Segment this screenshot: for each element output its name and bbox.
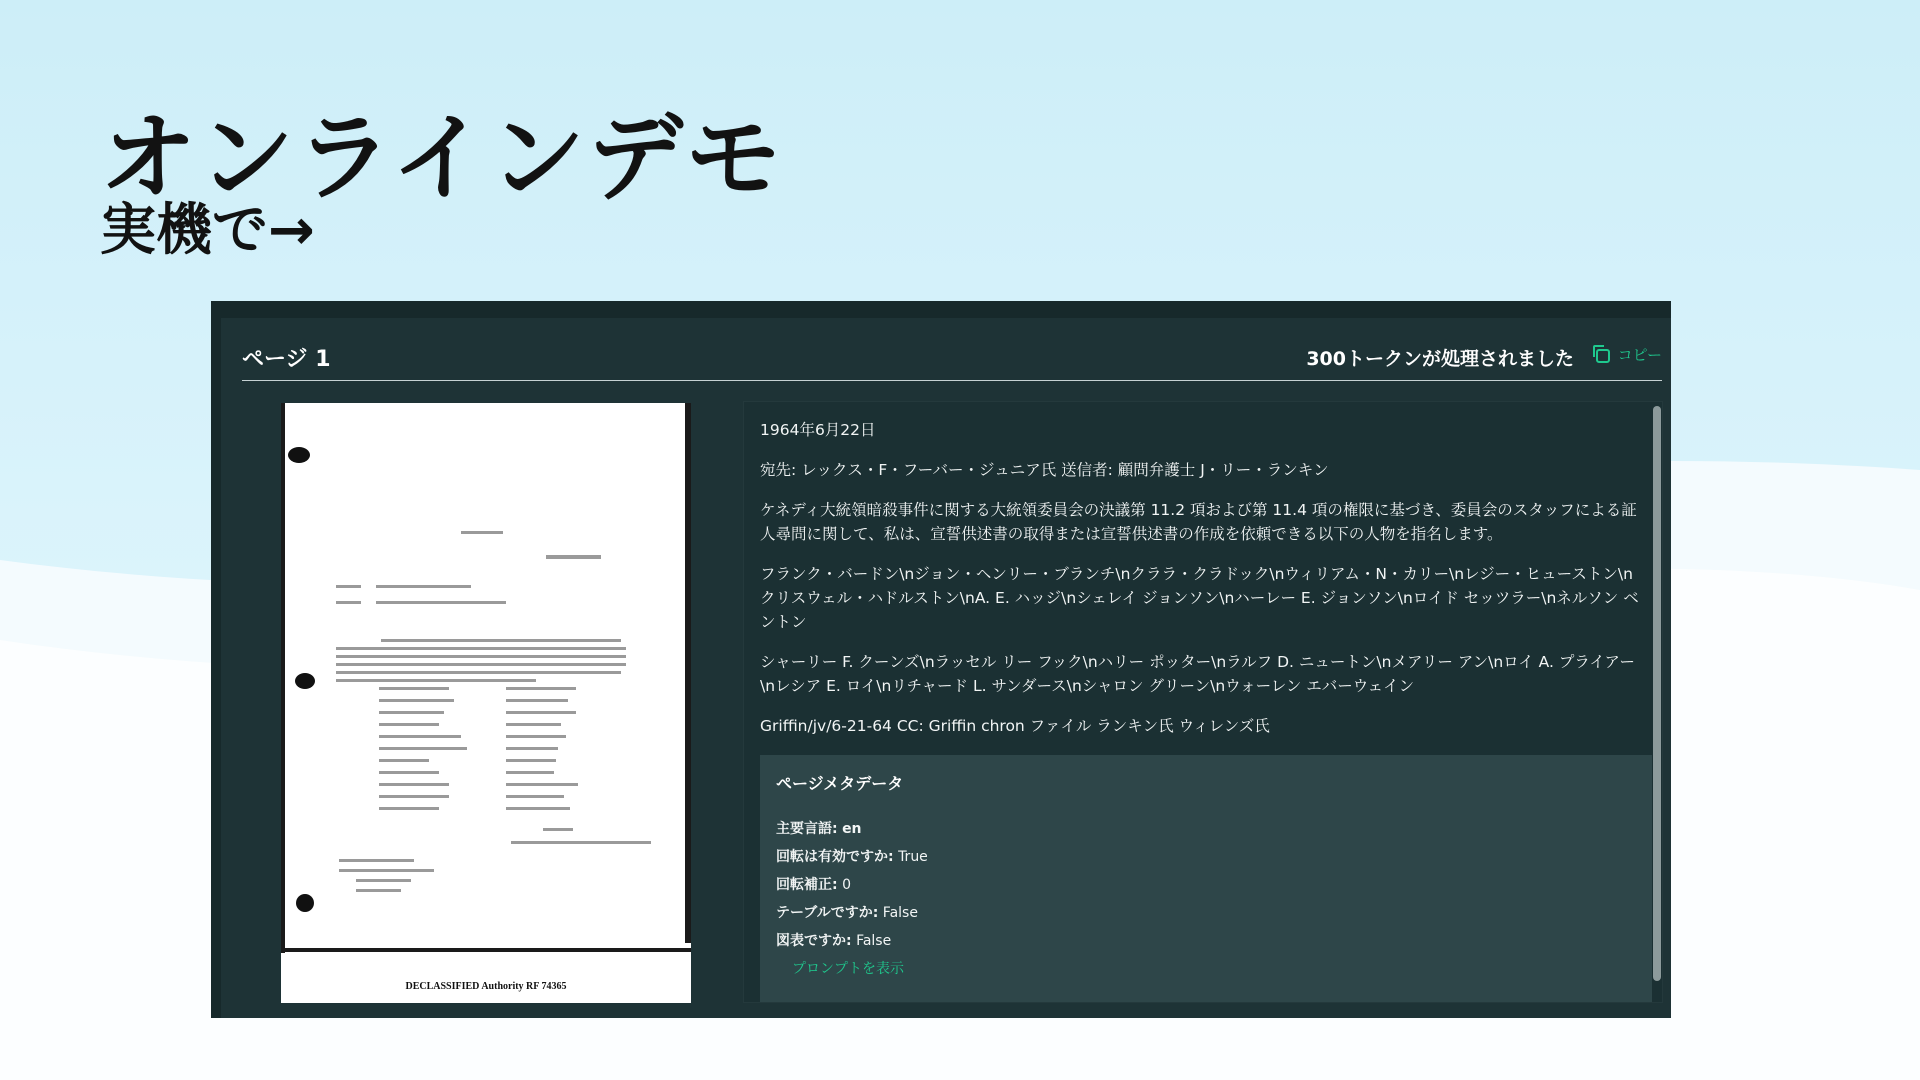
ocr-text [760,418,1640,754]
ocr-paragraph-address: 宛先: レックス・F・フーバー・ジュニア氏 送信者: 顧問弁護士 J・リー・ランキン [760,461,1329,479]
page-label: ページ 1 [242,347,331,372]
tokens-status: 300トークンが処理されました [1306,348,1574,370]
metadata-title: ページメタデータ [776,774,904,793]
metadata-row-is-table [776,899,928,927]
metadata-value: False [856,933,892,949]
ocr-paragraph-names-2: シャーリー F. クーンズ\nラッセル リー フック\nハリー ポッター\nラルフ D. ニュートン\nメアリー アン\nロイ A. プライアー\nレシア E. ロイ\nリチャード L. サンダース\nシャロン グリーン\nウォーレン エバーウェイン [760,653,1635,695]
metadata-row-rotation-correction [776,871,928,899]
page-metadata-box [760,755,1662,1003]
document-scan-image [281,403,691,1003]
result-scrollbar[interactable] [1652,402,1662,1002]
page-result-card [221,318,1671,1018]
ocr-paragraph-names-1: フランク・バードン\nジョン・ヘンリー・ブランチ\nクララ・クラドック\nウィリアム・N・カリー\nレジー・ヒューストン\nクリスウェル・ハドルストン\nA. E. ハッジ\nシェレイ ジョンソン\nハーレー E. ジョンソン\nロイド セッツラー\nネルソン ベントン [760,565,1639,631]
metadata-value: False [882,905,918,921]
slide-subtitle: 実機で→ [100,198,315,263]
metadata-row-rotation-valid [776,843,928,871]
page-header [242,338,1662,381]
metadata-value: 0 [842,877,851,893]
copy-label: コピー [1617,345,1662,364]
metadata-row-language [776,815,928,843]
metadata-list [776,815,928,955]
scrollbar-thumb[interactable] [1653,406,1661,981]
copy-button[interactable] [1590,343,1662,365]
metadata-key: 回転補正: [776,877,838,893]
metadata-key: 主要言語: [776,821,838,837]
document-stamp: DECLASSIFIED Authority RF 74365 [405,981,567,992]
copy-icon [1590,343,1612,365]
ocr-paragraph-date: 1964年6月22日 [760,421,876,439]
ocr-demo-panel [211,301,1671,1018]
ocr-result-pane[interactable] [743,401,1663,1003]
metadata-key: 図表ですか: [776,933,852,949]
metadata-key: テーブルですか: [776,905,879,921]
metadata-value: True [898,849,928,865]
metadata-row-is-diagram [776,927,928,955]
show-prompt-link[interactable]: プロンプトを表示 [792,961,904,977]
ocr-paragraph-cc: Griffin/jv/6-21-64 CC: Griffin chron ファイル ランキン氏 ウィレンズ氏 [760,717,1270,735]
ocr-paragraph-body: ケネディ大統領暗殺事件に関する大統領委員会の決議第 11.2 項および第 11.4 項の権限に基づき、委員会のスタッフによる証人尋問に関して、私は、宣誓供述書の取得または宣誓供述書の作成を依頼できる以下の人物を指名します。 [760,501,1637,543]
metadata-key: 回転は有効ですか: [776,849,894,865]
metadata-value: en [842,821,862,837]
slide-title: オンラインデモ [100,102,784,214]
